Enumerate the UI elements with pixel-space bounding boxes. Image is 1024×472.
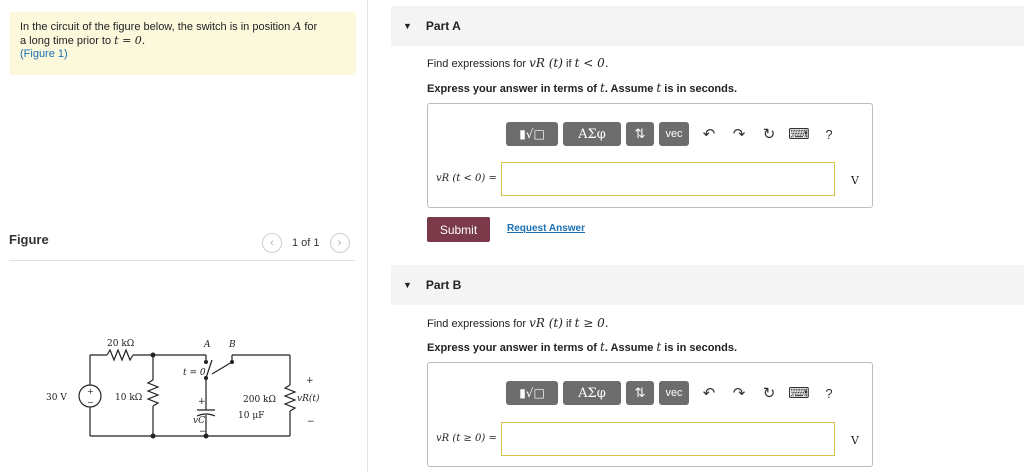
part-a-question: Find expressions for vR (t) if t < 0.: [427, 56, 609, 70]
part-a-answer-box: [427, 103, 873, 208]
keyboard-icon[interactable]: ⌨: [788, 126, 810, 143]
reset-icon[interactable]: ↻: [762, 385, 776, 402]
part-a-answer-label: vR (t < 0) =: [436, 173, 497, 184]
figure-pager: [262, 233, 350, 253]
vector-button[interactable]: vec: [659, 381, 689, 405]
source-label: 30 V: [46, 393, 67, 403]
source-minus: −: [87, 398, 94, 407]
greek-symbols-button[interactable]: ΑΣφ: [563, 122, 621, 146]
part-a-header[interactable]: [391, 6, 1024, 46]
submit-button[interactable]: Submit: [427, 217, 490, 242]
templates-button[interactable]: ▮√□: [506, 122, 558, 146]
reset-icon[interactable]: ↻: [762, 126, 776, 143]
intro-line-2: a long time prior to t = 0.: [20, 34, 146, 47]
vector-button[interactable]: vec: [659, 122, 689, 146]
switch-a-label: A: [204, 340, 211, 350]
figure-link[interactable]: (Figure 1): [20, 48, 68, 60]
source-plus: +: [87, 387, 94, 396]
r1-label: 20 kΩ: [107, 339, 135, 349]
cap-label: 10 μF: [238, 411, 265, 421]
part-a-instruction: Express your answer in terms of t. Assume t is in seconds.: [427, 81, 738, 95]
chevron-left-icon[interactable]: ‹: [262, 233, 282, 253]
vr-label: vR(t): [297, 394, 320, 404]
part-a-toolbar: [506, 122, 844, 146]
vr-plus: +: [306, 376, 314, 386]
problem-intro: [10, 12, 356, 75]
figure-divider: [9, 260, 355, 261]
vc-minus: −: [199, 427, 207, 437]
left-panel: [0, 0, 368, 472]
greek-symbols-button[interactable]: ΑΣφ: [563, 381, 621, 405]
undo-icon[interactable]: ↶: [702, 126, 716, 143]
figure-title: Figure: [9, 232, 49, 247]
circuit-diagram: [40, 330, 330, 450]
undo-icon[interactable]: ↶: [702, 385, 716, 402]
intro-line-1: In the circuit of the figure below, the switch is in position A for: [20, 20, 318, 33]
collapse-triangle-icon[interactable]: ▼: [403, 280, 412, 290]
part-b-answer-box: [427, 362, 873, 467]
vc-plus: +: [198, 397, 206, 407]
subscript-button[interactable]: ⇅: [626, 122, 654, 146]
request-answer-link[interactable]: Request Answer: [507, 223, 585, 234]
part-b-answer-input[interactable]: [501, 422, 835, 456]
redo-icon[interactable]: ↷: [732, 385, 746, 402]
help-icon[interactable]: ?: [825, 126, 833, 142]
templates-button[interactable]: ▮√□: [506, 381, 558, 405]
r3-label: 200 kΩ: [243, 395, 276, 405]
switch-b-label: B: [229, 340, 236, 350]
vc-label: vC: [193, 416, 205, 426]
vr-minus: −: [307, 417, 315, 427]
part-a-title: Part A: [425, 19, 461, 33]
switch-time-label: t = 0: [183, 368, 206, 378]
part-b-question: Find expressions for vR (t) if t ≥ 0.: [427, 316, 609, 330]
part-a-answer-input[interactable]: [501, 162, 835, 196]
help-icon[interactable]: ?: [825, 385, 833, 401]
part-b-toolbar: [506, 381, 844, 405]
subscript-button[interactable]: ⇅: [626, 381, 654, 405]
collapse-triangle-icon[interactable]: ▼: [403, 21, 412, 31]
part-a-unit: V: [851, 174, 859, 187]
keyboard-icon[interactable]: ⌨: [788, 385, 810, 402]
right-panel: [369, 0, 1024, 472]
part-b-answer-label: vR (t ≥ 0) =: [436, 433, 497, 444]
part-b-title: Part B: [425, 278, 462, 292]
part-b-unit: V: [851, 434, 859, 447]
part-b-header[interactable]: [391, 265, 1024, 305]
redo-icon[interactable]: ↷: [732, 126, 746, 143]
pager-text: 1 of 1: [292, 237, 320, 249]
chevron-right-icon[interactable]: ›: [330, 233, 350, 253]
part-b-instruction: Express your answer in terms of t. Assume t is in seconds.: [427, 340, 738, 354]
r2-label: 10 kΩ: [115, 393, 143, 403]
